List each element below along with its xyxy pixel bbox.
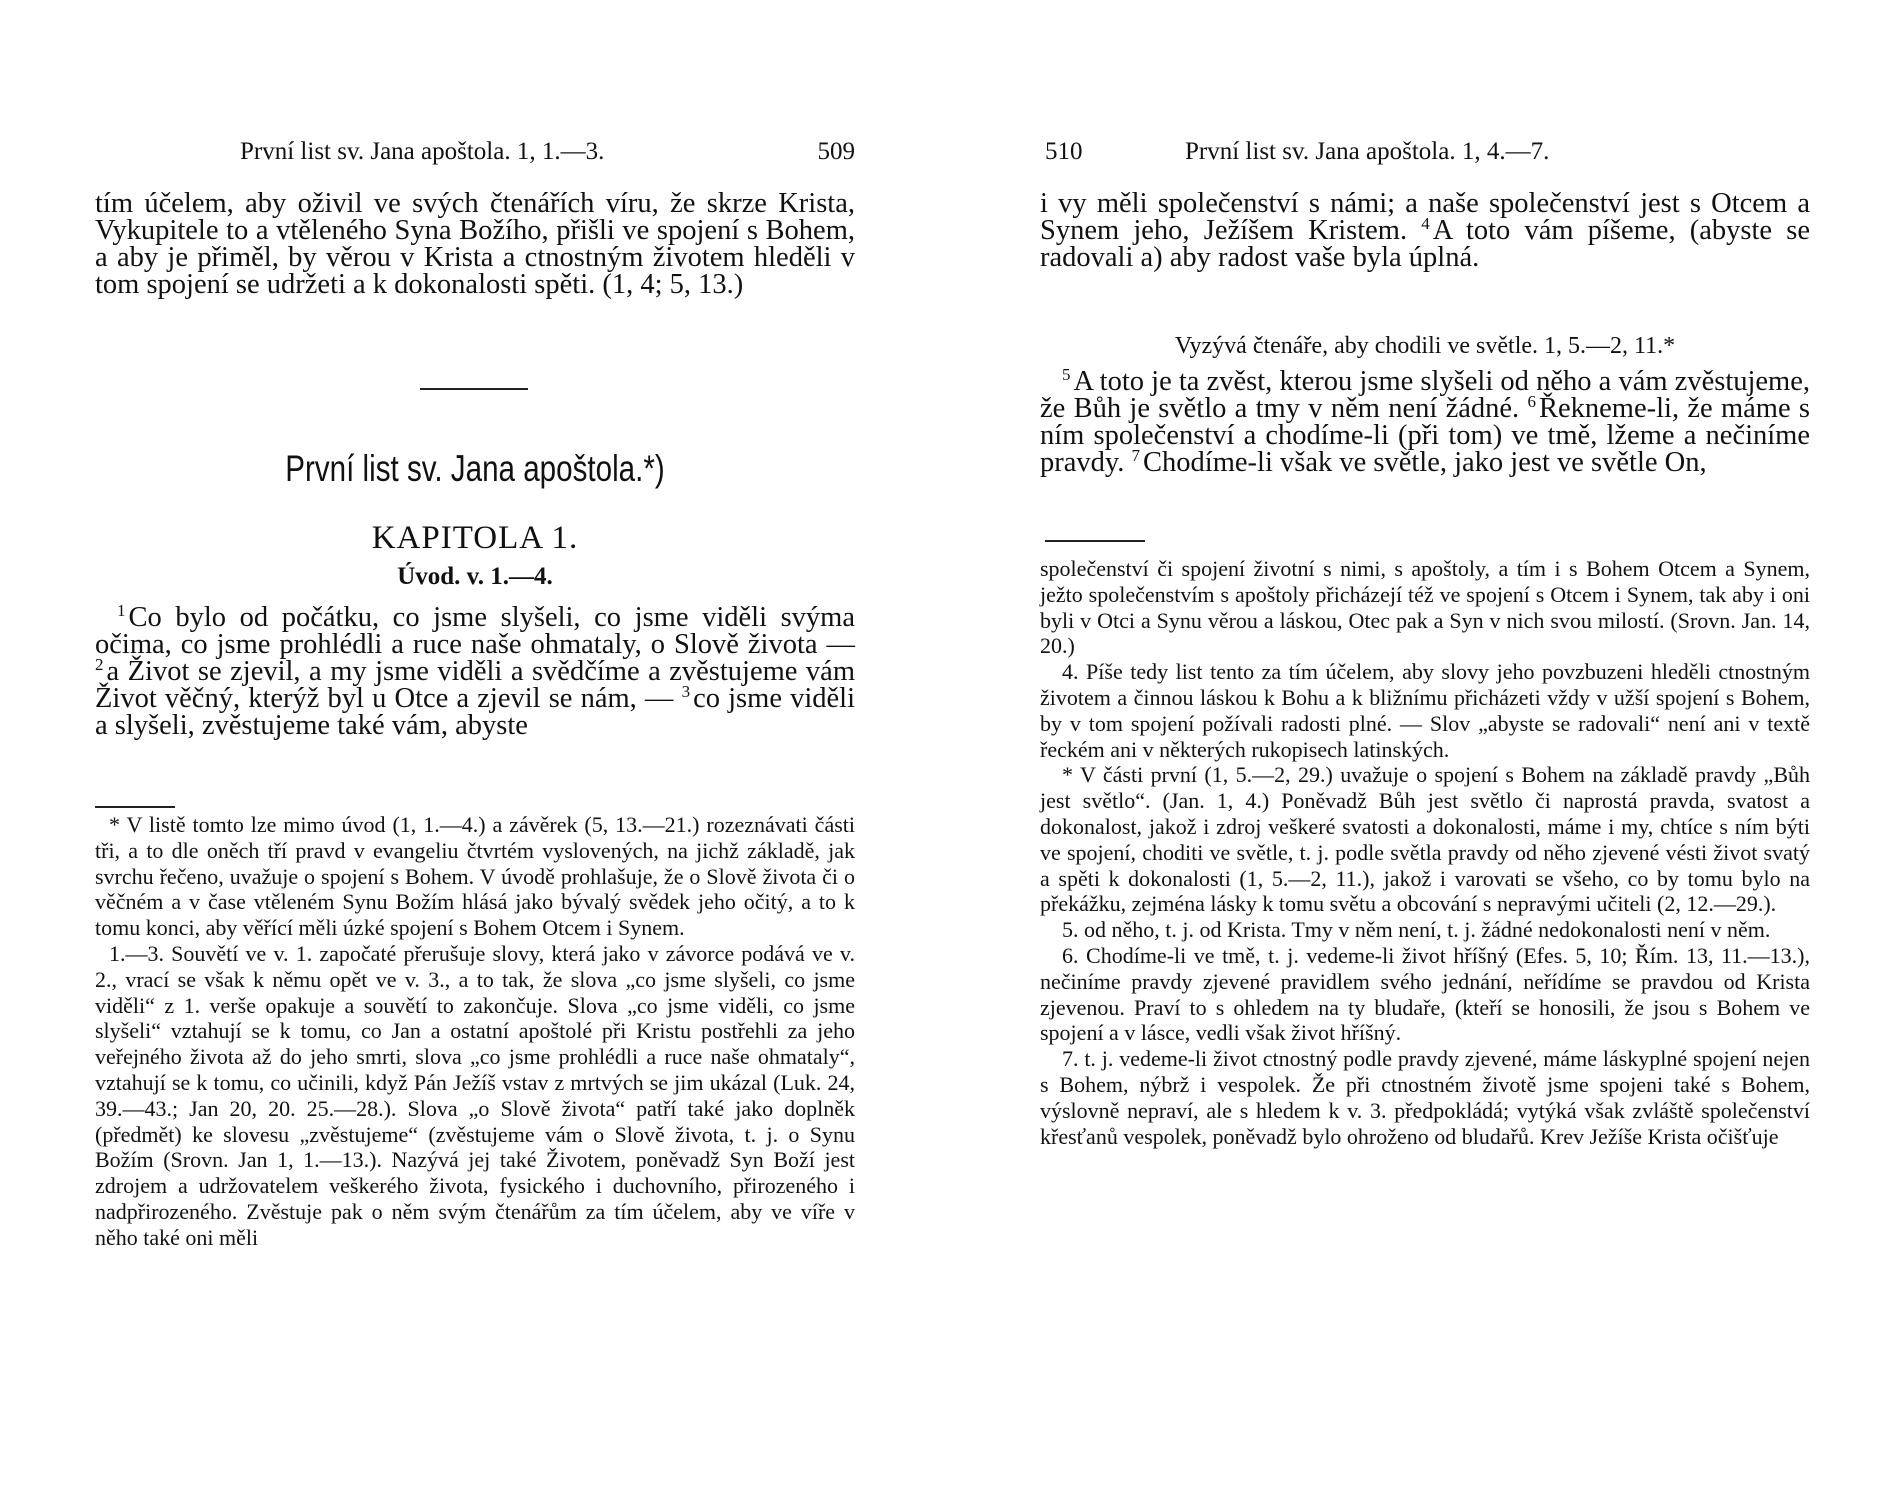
- left-page: [95, 0, 855, 1500]
- left-running-header: [95, 138, 855, 172]
- intro-paragraph: tím účelem, aby oživil ve svých čtenářích víru, že skrze Krista, Vykupitele to a vtěleného Syna Božího, přišli ve spojení s Bohem, a aby je přiměl, by věrou v Krista a ctnostným životem hleděli v tom spojení se udržeti a k dokonalosti spěti. (1, 4; 5, 13.): [95, 188, 855, 300]
- book-title: První list sv. Jana apoštola.*): [285, 448, 665, 489]
- verse-4-text: A toto vám píšeme, (abyste se radovali a) aby radost vaše byla úplná.: [1040, 215, 1810, 273]
- verse-6-text: Řekneme-li, že máme s ním společenství a chodíme-li (při tom) ve tmě, lžeme a nečiníme pravdy.: [1040, 393, 1811, 478]
- footnote-rule: [95, 806, 175, 808]
- left-header-title: První list sv. Jana apoštola. 1, 1.—3.: [240, 138, 605, 165]
- right-top-verses: [1040, 190, 1810, 271]
- verse-3-continuation: i vy měli společenství s námi; a naše společenství jest s Otcem a Synem jeho, Ježíšem Kristem.: [1040, 188, 1810, 246]
- right-running-header: [1040, 138, 1810, 172]
- note-7: 7. t. j. vedeme-li život ctnostný podle pravdy zjevené, máme láskyplné spojení nejen s Bohem, nýbrž i vespolek. Že při ctnostném životě jsme spojeni také s Bohem, výslovně nepraví, ale s hledem k v. 3. předpokládá; vytýká však zvláště společenství křesťanů vespolek, poněvadž bylo ohroženo od bludařů. Krev Ježíše Krista očišťuje: [1040, 1046, 1810, 1149]
- verse-3-text: co jsme viděli a slyšeli, zvěstujeme také vám, abyste: [95, 683, 856, 741]
- chapter-title: KAPITOLA 1.: [371, 520, 579, 556]
- footnote-star: * V listě tomto lze mimo úvod (1, 1.—4.) a závěrek (5, 13.—21.) rozeznávati části tři, a to dle oněch tří pravd v evangeliu čtvrtém vyslovených, na jichž základě, jak svrchu řečeno, uvažuje o spojení s Bohem. V úvodě prohlašuje, že o Slově života či o věčném a v čase vtěleném Synu Božím hlásá jako bývalý svědek jeho očitý, a to k tomu konci, aby věřící měli úzké spojení s Bohem Otcem i Synem.: [95, 812, 855, 941]
- note-5: 5. od něho, t. j. od Krista. Tmy v něm není, t. j. žádné nedokonalosti není v něm.: [1062, 917, 1771, 943]
- right-section-title: Vyzývá čtenáře, aby chodili ve světle. 1, 5.—2, 11.*: [1174, 333, 1676, 359]
- verse-number-4: 4: [1421, 213, 1430, 233]
- verse-number-5: 5: [1062, 364, 1071, 384]
- verse-7-text: Chodíme-li však ve světle, jako jest ve světle On,: [1143, 447, 1707, 478]
- right-notes: [1040, 556, 1810, 1149]
- verse-number-2: 2: [95, 654, 104, 674]
- verse-number-6: 6: [1527, 391, 1536, 411]
- verse-number-7: 7: [1131, 445, 1141, 465]
- left-divider: [420, 388, 528, 390]
- note-continuation: společenství či spojení životní s nimi, s apoštoly, a tím i s Bohem Otcem a Synem, ježto společenstvím s apoštoly přicházejí též ve spojení s Otcem i Synem, tak aby i oni byli v Otci a Synu věrou a láskou, Otec pak a Syn v nich svou milostí. (Srovn. Jan. 14, 20.): [1040, 556, 1810, 659]
- note-4: 4. Píše tedy list tento za tím účelem, aby slovy jeho povzbuzeni hleděli ctnostným životem a činnou láskou k Bohu a k bližnímu přicházeti vždy v užší spojení s Bohem, by v tom spojení požívali radosti plné. — Slov „abyste se radovali“ není ani v textě řeckém ani v některých rukopisech latinských.: [1040, 659, 1810, 762]
- verse-number-3: 3: [681, 681, 691, 701]
- right-header-title: První list sv. Jana apoštola. 1, 4.—7.: [1185, 138, 1550, 165]
- left-page-number: 509: [817, 138, 855, 165]
- note-star-part-one: * V části první (1, 5.—2, 29.) uvažuje o spojení s Bohem na základě pravdy „Bůh jest světlo“. (Jan. 1, 4.) Poněvadž Bůh jest světlo či naprostá pravda, svatost a dokonalost, jakož i zdroj veškeré svatosti a dokonalosti, máme i my, chtíce s ním býti ve spojení, choditi ve světle, t. j. podle světla pravdy od něho zjevené vésti život svatý a spěti k dokonalosti (1, 5.—2, 11.), jakož i varovati se všeho, co by tomu bylo na překážku, zejména lásky k tomu světu a obcování s nepravými učiteli (2, 12.—29.).: [1040, 762, 1810, 917]
- verse-number-1: 1: [117, 600, 126, 620]
- verse-1-text: Co bylo od počátku, co jsme slyšeli, co jsme viděli svýma očima, co jsme prohlédli a ruce naše ohmataly, o Slově života —: [95, 602, 855, 660]
- right-verses: [1040, 364, 1811, 478]
- verse-2-text: a Život se zjevil, a my jsme viděli a svědčíme a zvěstujeme vám Život věčný, kterýž byl u Otce a zjevil se nám, —: [95, 656, 855, 714]
- left-notes: [95, 812, 855, 1251]
- section-title: Úvod. v. 1.—4.: [397, 563, 553, 590]
- note-6: 6. Chodíme-li ve tmě, t. j. vedeme-li život hříšný (Efes. 5, 10; Řím. 13, 11.—13.), nečiníme pravdy zjevené pravidlem svého jednání, neřídíme se pravdou od Krista zjevenou. Praví to s ohledem na ty bludaře, (kteří se honosili, že jsou s Bohem ve spojení a v lásce, vedli však život hříšný.: [1040, 942, 1810, 1046]
- right-page-number: 510: [1045, 138, 1083, 165]
- right-footnote-rule: [1045, 540, 1145, 542]
- verse-5-text: A toto je ta zvěst, kterou jsme slyšeli od něho a vám zvěstujeme, že Bůh je světlo a tmy v něm není žádné.: [1040, 366, 1810, 424]
- right-page: [1040, 0, 1810, 1500]
- left-intro-text: [95, 190, 855, 298]
- note-1-3: 1.—3. Souvětí ve v. 1. započaté přerušuje slovy, která jako v závorce podává ve v. 2., vrací se však k němu opět ve v. 3., a to tak, že slova „co jsme slyšeli, co jsme viděli“ z 1. verše opakuje a souvětí to zakončuje. Slova „co jsme viděli, co jsme slyšeli“ vztahují se k tomu, co Jan a ostatní apoštolé při Kristu postřehli za jeho veřejného života až do jeho smrti, slova „co jsme prohlédli a ruce naše ohmataly“, vztahují se k tomu, co učinili, když Pán Ježíš vstav z mrtvých se jim ukázal (Luk. 24, 39.—43.; Jan 20, 20. 25.—28.). Slova „o Slově života“ patří také jako doplněk (předmět) ke slovesu „zvěstujeme“ (zvěstujeme vám o Slově života, t. j. o Synu Božím (Srovn. Jan 1, 1.—13.). Nazývá jej také Životem, poněvadž Syn Boží jest zdrojem a udržovatelem veškerého života, fysického i duchovního, přirozeného i nadpřirozeného. Zvěstuje pak o něm svým čtenářům za tím účelem, aby ve víře v něho také oni měli: [95, 940, 855, 1250]
- left-verses: [95, 600, 856, 741]
